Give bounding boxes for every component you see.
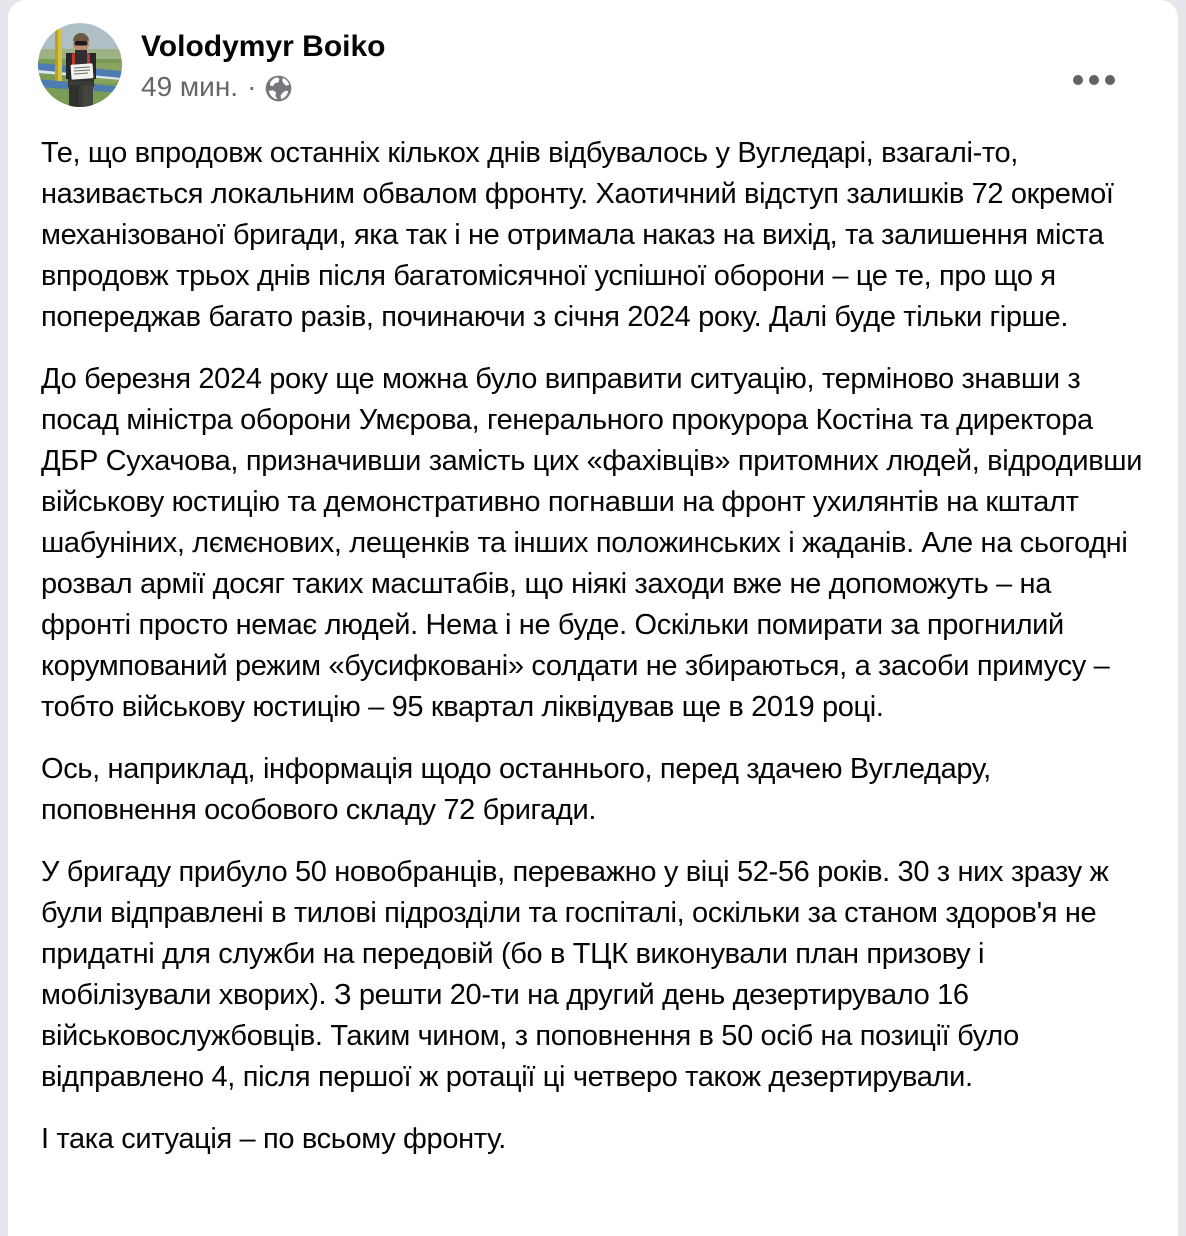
post-meta-row[interactable] xyxy=(141,72,385,102)
ellipsis-dot xyxy=(1089,75,1099,85)
post-paragraph: У бригаду прибуло 50 новобранців, переважно у віці 52-56 років. 30 з них зразу ж були відправлені в тилові підрозділи та госпіталі, оскільки за станом здоров'я не придатні для служби на передовій (бо в ТЦК виконували план призову і мобілізували хворих). З решти 20-ти на другий день дезертирувало 16 військовослужбовців. Таким чином, з поповнення в 50 осіб на позиції було відправлено 4, після першої ж ротації ці четверо також дезертирували. xyxy=(41,856,1109,1093)
avatar-photo xyxy=(38,23,122,107)
ellipsis-dot xyxy=(1073,75,1083,85)
avatar[interactable] xyxy=(38,23,122,107)
author-name-link[interactable]: Volodymyr Boiko xyxy=(141,30,386,63)
meta-separator: · xyxy=(247,71,257,102)
post-paragraph: Те, що впродовж останніх кількох днів відбувалось у Вугледарі, взагалі-то, називається локальним обвалом фронту. Хаотичний відступ залишків 72 окремої механізованої бригади, яка так і не отримала наказ на вихід, та залишення міста впродовж трьох днів після багатомісячної успішної оборони – це те, про що я попереджав багато разів, починаючи з січня 2024 року. Далі буде тільки гірше. xyxy=(41,137,1114,333)
post-header xyxy=(38,23,1148,107)
post-paragraph: І така ситуація – по всьому фронту. xyxy=(41,1123,506,1155)
ellipsis-dot xyxy=(1105,75,1115,85)
post-options-button[interactable] xyxy=(1058,47,1130,113)
post-paragraph: До березня 2024 року ще можна було виправити ситуацію, терміново знавши з посад міністра оборони Умєрова, генерального прокурора Костіна та директора ДБР Сухачова, призначивши замість цих «фахівців» притомних людей, відродивши військову юстицію та демонстративно погнавши на фронт ухилянтів на кшталт шабуніних, лємєнових, лещенків та інших положинських і жаданів. Але на сьогодні розвал армії досяг таких масштабів, що ніякі заходи вже не допоможуть – на фронті просто немає людей. Нема і не буде. Оскільки помирати за прогнилий корумпований режим «бусифковані» солдати не збираються, а засоби примусу – тобто військову юстицію – 95 квартал ліквідував ще в 2019 році. xyxy=(41,363,1143,723)
post-header-text xyxy=(141,28,385,102)
post-timestamp[interactable]: 49 мин. xyxy=(141,71,239,102)
post-body xyxy=(38,133,1148,1160)
post-paragraph: Ось, наприклад, інформація щодо останнього, перед здачею Вугледару, поповнення особового складу 72 бригади. xyxy=(41,753,991,826)
public-globe-icon xyxy=(265,75,292,102)
facebook-post-card xyxy=(8,0,1178,1236)
